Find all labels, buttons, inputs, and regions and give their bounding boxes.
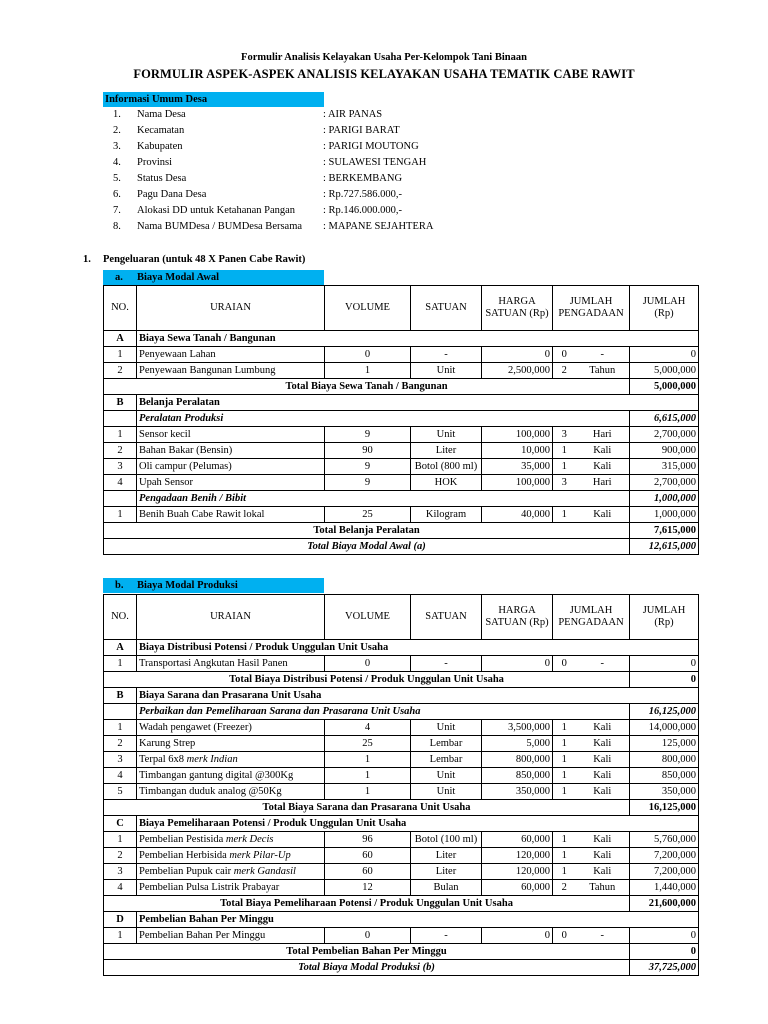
table-header-row: [104, 595, 699, 640]
row-volume: 60: [325, 864, 411, 880]
row-qty: 1: [553, 720, 576, 736]
row-volume: 9: [325, 459, 411, 475]
row-uraian: [137, 928, 325, 944]
row-unit: Kali: [576, 864, 630, 880]
form-title: FORMULIR ASPEK-ASPEK ANALISIS KELAYAKAN USAHA TEMATIK CABE RAWIT: [133, 67, 635, 81]
row-volume: 1: [325, 363, 411, 379]
row-uraian: [137, 784, 325, 800]
row-qty: 1: [553, 864, 576, 880]
row-volume: 1: [325, 784, 411, 800]
row-satuan: HOK: [411, 475, 482, 491]
header-satuan: SATUAN: [411, 595, 482, 640]
group-title: Belanja Peralatan: [137, 395, 699, 411]
row-uraian-text: Bahan Bakar (Bensin): [139, 444, 233, 456]
total-value: 0: [630, 672, 699, 688]
row-no: 5: [104, 784, 137, 800]
part-a-heading: [103, 270, 324, 285]
row-no: 2: [104, 848, 137, 864]
group-row: [104, 912, 699, 928]
total-value: 21,600,000: [630, 896, 699, 912]
row-satuan: Unit: [411, 720, 482, 736]
row-uraian-text: Timbangan gantung digital @300Kg: [139, 769, 294, 781]
info-row-number: 7.: [113, 205, 121, 216]
row-unit: Kali: [576, 784, 630, 800]
info-row-label: Alokasi DD untuk Ketahanan Pangan: [137, 205, 296, 216]
total-label: Total Pembelian Bahan Per Minggu: [104, 944, 630, 960]
row-jumlah: 125,000: [630, 736, 699, 752]
row-uraian-text: Sensor kecil: [139, 428, 191, 440]
row-harga: 120,000: [482, 848, 553, 864]
row-volume: 1: [325, 752, 411, 768]
group-title: Biaya Sewa Tanah / Bangunan: [137, 331, 699, 347]
total-value: 37,725,000: [630, 960, 699, 976]
row-qty: 1: [553, 443, 576, 459]
table-modal-produksi: [103, 594, 699, 976]
info-heading: Informasi Umum Desa: [103, 92, 324, 107]
row-qty: 0: [553, 656, 576, 672]
row-harga: 0: [482, 928, 553, 944]
row-uraian: [137, 880, 325, 896]
row-unit: Hari: [576, 475, 630, 491]
row-jumlah: 0: [630, 656, 699, 672]
header-satuan: SATUAN: [411, 286, 482, 331]
row-unit: Hari: [576, 427, 630, 443]
row-satuan: -: [411, 656, 482, 672]
grand-total-row: [104, 539, 699, 555]
row-no: 2: [104, 443, 137, 459]
row-uraian-text: Pembelian Pupuk cair: [139, 865, 234, 877]
row-qty: 1: [553, 752, 576, 768]
row-jumlah: 7,200,000: [630, 864, 699, 880]
table-row: [104, 443, 699, 459]
group-code: C: [104, 816, 137, 832]
info-row-number: 2.: [113, 125, 121, 136]
subgroup-value: 1,000,000: [630, 491, 699, 507]
row-harga: 0: [482, 656, 553, 672]
info-row-label: Pagu Dana Desa: [137, 189, 207, 200]
group-code: B: [104, 688, 137, 704]
header-no: NO.: [104, 286, 137, 331]
row-harga: 60,000: [482, 880, 553, 896]
row-jumlah: 315,000: [630, 459, 699, 475]
total-row: [104, 379, 699, 395]
row-uraian-text: Penyewaan Lahan: [139, 348, 216, 360]
row-satuan: -: [411, 347, 482, 363]
row-harga: 350,000: [482, 784, 553, 800]
group-title: Biaya Distribusi Potensi / Produk Unggulan Unit Usaha: [137, 640, 699, 656]
row-volume: 9: [325, 475, 411, 491]
info-row-value: : Rp.727.586.000,-: [323, 189, 403, 200]
row-uraian: [137, 848, 325, 864]
row-uraian-text: Pembelian Pulsa Listrik Prabayar: [139, 881, 280, 893]
subgroup-row: [104, 704, 699, 720]
info-row-label: Status Desa: [137, 173, 187, 184]
row-uraian: [137, 832, 325, 848]
group-row: [104, 816, 699, 832]
info-row-number: 8.: [113, 221, 121, 232]
row-volume: 0: [325, 656, 411, 672]
row-uraian: [137, 475, 325, 491]
row-jumlah: 1,440,000: [630, 880, 699, 896]
row-unit: Kali: [576, 736, 630, 752]
row-satuan: Liter: [411, 443, 482, 459]
row-volume: 1: [325, 768, 411, 784]
subgroup-value: 16,125,000: [630, 704, 699, 720]
info-row-number: 3.: [113, 141, 121, 152]
row-satuan: Unit: [411, 768, 482, 784]
row-satuan: Liter: [411, 848, 482, 864]
group-title: Pembelian Bahan Per Minggu: [137, 912, 699, 928]
row-uraian: [137, 768, 325, 784]
row-harga: 35,000: [482, 459, 553, 475]
row-jumlah: 0: [630, 928, 699, 944]
row-harga: 40,000: [482, 507, 553, 523]
row-no: 3: [104, 459, 137, 475]
row-uraian: [137, 459, 325, 475]
grand-total-row: [104, 960, 699, 976]
row-uraian: [137, 443, 325, 459]
row-harga: 120,000: [482, 864, 553, 880]
row-satuan: Lembar: [411, 736, 482, 752]
table-row: [104, 752, 699, 768]
row-uraian: [137, 427, 325, 443]
subgroup-title: Perbaikan dan Pemeliharaan Sarana dan Prasarana Unit Usaha: [137, 704, 630, 720]
row-no: 2: [104, 363, 137, 379]
info-row-number: 4.: [113, 157, 121, 168]
row-uraian-text: Timbangan duduk analog @50Kg: [139, 785, 282, 797]
row-harga: 850,000: [482, 768, 553, 784]
total-row: [104, 896, 699, 912]
part-b-heading: [103, 578, 324, 593]
row-jumlah: 1,000,000: [630, 507, 699, 523]
row-uraian: [137, 363, 325, 379]
row-jumlah: 0: [630, 347, 699, 363]
subgroup-title: Pengadaan Benih / Bibit: [137, 491, 630, 507]
row-uraian-text: Wadah pengawet (Freezer): [139, 721, 252, 733]
row-uraian-text: Penyewaan Bangunan Lumbung: [139, 364, 276, 376]
row-uraian: [137, 864, 325, 880]
header-harga: HARGA SATUAN (Rp): [482, 286, 553, 331]
group-code: D: [104, 912, 137, 928]
row-volume: 0: [325, 928, 411, 944]
row-uraian: [137, 507, 325, 523]
row-uraian-text: Benih Buah Cabe Rawit lokal: [139, 508, 265, 520]
row-no: 2: [104, 736, 137, 752]
row-uraian-brand: merk Pilar-Up: [229, 849, 291, 861]
table-modal-awal: [103, 285, 699, 555]
row-jumlah: 850,000: [630, 768, 699, 784]
part-b-title: Biaya Modal Produksi: [137, 580, 238, 591]
header-uraian: URAIAN: [137, 286, 325, 331]
row-unit: -: [576, 656, 630, 672]
total-label: Total Biaya Sewa Tanah / Bangunan: [104, 379, 630, 395]
row-harga: 5,000: [482, 736, 553, 752]
group-title: Biaya Pemeliharaan Potensi / Produk Unggulan Unit Usaha: [137, 816, 699, 832]
row-volume: 4: [325, 720, 411, 736]
row-harga: 2,500,000: [482, 363, 553, 379]
table-row: [104, 880, 699, 896]
part-b-letter: b.: [115, 580, 124, 591]
row-uraian-text: Oli campur (Pelumas): [139, 460, 232, 472]
row-volume: 9: [325, 427, 411, 443]
group-row: [104, 688, 699, 704]
row-volume: 96: [325, 832, 411, 848]
info-row-number: 1.: [113, 109, 121, 120]
form-subtitle: Formulir Analisis Kelayakan Usaha Per-Kelompok Tani Binaan: [241, 52, 527, 63]
group-row: [104, 395, 699, 411]
row-qty: 1: [553, 832, 576, 848]
info-row-value: : SULAWESI TENGAH: [323, 157, 427, 168]
row-qty: 1: [553, 784, 576, 800]
total-row: [104, 944, 699, 960]
header-pengadaan: JUMLAH PENGADAAN: [553, 286, 630, 331]
table-row: [104, 363, 699, 379]
row-uraian-brand: merk Decis: [225, 833, 274, 845]
row-unit: Kali: [576, 768, 630, 784]
table-row: [104, 768, 699, 784]
subgroup-row: [104, 411, 699, 427]
row-harga: 800,000: [482, 752, 553, 768]
row-volume: 60: [325, 848, 411, 864]
total-label: Total Biaya Sarana dan Prasarana Unit Usaha: [104, 800, 630, 816]
row-satuan: Unit: [411, 784, 482, 800]
table-row: [104, 475, 699, 491]
row-no: 3: [104, 752, 137, 768]
table-row: [104, 347, 699, 363]
section-title: Pengeluaran (untuk 48 X Panen Cabe Rawit): [103, 254, 306, 265]
row-no: 3: [104, 864, 137, 880]
row-qty: 3: [553, 427, 576, 443]
row-uraian-text: Karung Strep: [139, 737, 196, 749]
row-uraian-text: Pembelian Herbisida: [139, 849, 230, 861]
row-uraian-text: Transportasi Angkutan Hasil Panen: [139, 657, 288, 669]
row-uraian-text: Upah Sensor: [139, 476, 193, 488]
info-row-number: 6.: [113, 189, 121, 200]
row-uraian-text: Pembelian Bahan Per Minggu: [139, 929, 266, 941]
row-satuan: Unit: [411, 363, 482, 379]
row-jumlah: 800,000: [630, 752, 699, 768]
row-volume: 12: [325, 880, 411, 896]
header-volume: VOLUME: [325, 286, 411, 331]
row-uraian-brand: merk Gandasil: [233, 865, 296, 877]
row-harga: 100,000: [482, 475, 553, 491]
row-qty: 3: [553, 475, 576, 491]
group-code: B: [104, 395, 137, 411]
row-unit: Kali: [576, 832, 630, 848]
row-no: 1: [104, 832, 137, 848]
row-harga: 100,000: [482, 427, 553, 443]
row-satuan: Unit: [411, 427, 482, 443]
row-jumlah: 5,760,000: [630, 832, 699, 848]
row-qty: 1: [553, 507, 576, 523]
row-unit: Kali: [576, 507, 630, 523]
row-jumlah: 350,000: [630, 784, 699, 800]
table-row: [104, 736, 699, 752]
row-satuan: Bulan: [411, 880, 482, 896]
row-satuan: -: [411, 928, 482, 944]
section-number: 1.: [83, 254, 91, 265]
total-row: [104, 672, 699, 688]
header-jumlah: JUMLAH (Rp): [630, 286, 699, 331]
header-volume: VOLUME: [325, 595, 411, 640]
row-satuan: Lembar: [411, 752, 482, 768]
table-row: [104, 459, 699, 475]
table-row: [104, 507, 699, 523]
row-unit: Tahun: [576, 363, 630, 379]
subgroup-row: [104, 491, 699, 507]
row-unit: Kali: [576, 752, 630, 768]
row-no: 1: [104, 656, 137, 672]
group-row: [104, 640, 699, 656]
row-satuan: Botol (100 ml): [411, 832, 482, 848]
group-code: A: [104, 331, 137, 347]
row-unit: -: [576, 928, 630, 944]
info-row-label: Nama Desa: [137, 109, 186, 120]
row-qty: 0: [553, 347, 576, 363]
header-jumlah: JUMLAH (Rp): [630, 595, 699, 640]
subgroup-blank: [104, 704, 137, 720]
row-unit: Kali: [576, 459, 630, 475]
row-uraian: [137, 720, 325, 736]
total-row: [104, 523, 699, 539]
row-volume: 0: [325, 347, 411, 363]
total-value: 0: [630, 944, 699, 960]
part-a-title: Biaya Modal Awal: [137, 272, 220, 283]
total-label: Total Biaya Distribusi Potensi / Produk Unggulan Unit Usaha: [104, 672, 630, 688]
total-label: Total Belanja Peralatan: [104, 523, 630, 539]
info-row-value: : MAPANE SEJAHTERA: [323, 221, 434, 232]
row-qty: 1: [553, 848, 576, 864]
table-row: [104, 832, 699, 848]
total-value: 7,615,000: [630, 523, 699, 539]
header-no: NO.: [104, 595, 137, 640]
subgroup-blank: [104, 411, 137, 427]
total-value: 5,000,000: [630, 379, 699, 395]
info-row-value: : AIR PANAS: [323, 109, 383, 120]
subgroup-blank: [104, 491, 137, 507]
table-row: [104, 784, 699, 800]
row-satuan: Botol (800 ml): [411, 459, 482, 475]
row-jumlah: 2,700,000: [630, 475, 699, 491]
subgroup-title: Peralatan Produksi: [137, 411, 630, 427]
row-no: 1: [104, 347, 137, 363]
row-unit: Kali: [576, 443, 630, 459]
group-title: Biaya Sarana dan Prasarana Unit Usaha: [137, 688, 699, 704]
row-jumlah: 5,000,000: [630, 363, 699, 379]
row-unit: Tahun: [576, 880, 630, 896]
info-row-value: : PARIGI MOUTONG: [323, 141, 419, 152]
row-jumlah: 900,000: [630, 443, 699, 459]
row-unit: -: [576, 347, 630, 363]
row-no: 4: [104, 768, 137, 784]
row-harga: 0: [482, 347, 553, 363]
header-pengadaan: JUMLAH PENGADAAN: [553, 595, 630, 640]
row-satuan: Liter: [411, 864, 482, 880]
row-unit: Kali: [576, 720, 630, 736]
row-uraian: [137, 347, 325, 363]
row-jumlah: 7,200,000: [630, 848, 699, 864]
info-row-value: : PARIGI BARAT: [323, 125, 400, 136]
row-harga: 3,500,000: [482, 720, 553, 736]
header-uraian: URAIAN: [137, 595, 325, 640]
row-uraian-text: Pembelian Pestisida: [139, 833, 226, 845]
table-row: [104, 864, 699, 880]
row-volume: 25: [325, 507, 411, 523]
row-qty: 2: [553, 880, 576, 896]
total-row: [104, 800, 699, 816]
row-volume: 25: [325, 736, 411, 752]
row-jumlah: 14,000,000: [630, 720, 699, 736]
info-row-label: Nama BUMDesa / BUMDesa Bersama: [137, 221, 303, 232]
table-row: [104, 848, 699, 864]
total-label: Total Biaya Pemeliharaan Potensi / Produk Unggulan Unit Usaha: [104, 896, 630, 912]
row-no: 1: [104, 928, 137, 944]
row-uraian-text: Terpal 6x8: [139, 753, 187, 765]
info-row-value: : Rp.146.000.000,-: [323, 205, 403, 216]
table-row: [104, 928, 699, 944]
row-uraian: [137, 752, 325, 768]
info-row-value: : BERKEMBANG: [323, 173, 403, 184]
row-satuan: Kilogram: [411, 507, 482, 523]
header-harga: HARGA SATUAN (Rp): [482, 595, 553, 640]
total-value: 12,615,000: [630, 539, 699, 555]
row-qty: 2: [553, 363, 576, 379]
row-no: 4: [104, 880, 137, 896]
row-qty: 1: [553, 736, 576, 752]
row-no: 1: [104, 720, 137, 736]
group-code: A: [104, 640, 137, 656]
table-row: [104, 720, 699, 736]
row-no: 4: [104, 475, 137, 491]
info-row-number: 5.: [113, 173, 121, 184]
info-row-label: Provinsi: [137, 157, 173, 168]
info-row-label: Kabupaten: [137, 141, 183, 152]
row-uraian: [137, 736, 325, 752]
table-row: [104, 427, 699, 443]
row-qty: 0: [553, 928, 576, 944]
row-harga: 60,000: [482, 832, 553, 848]
total-label: Total Biaya Modal Produksi (b): [104, 960, 630, 976]
subgroup-value: 6,615,000: [630, 411, 699, 427]
row-no: 1: [104, 507, 137, 523]
row-harga: 10,000: [482, 443, 553, 459]
table-row: [104, 656, 699, 672]
row-uraian-brand: merk Indian: [186, 753, 238, 765]
row-no: 1: [104, 427, 137, 443]
row-unit: Kali: [576, 848, 630, 864]
row-qty: 1: [553, 459, 576, 475]
row-volume: 90: [325, 443, 411, 459]
total-label: Total Biaya Modal Awal (a): [104, 539, 630, 555]
row-jumlah: 2,700,000: [630, 427, 699, 443]
table-header-row: [104, 286, 699, 331]
total-value: 16,125,000: [630, 800, 699, 816]
row-uraian: [137, 656, 325, 672]
group-row: [104, 331, 699, 347]
info-row-label: Kecamatan: [137, 125, 185, 136]
row-qty: 1: [553, 768, 576, 784]
part-a-letter: a.: [115, 272, 123, 283]
